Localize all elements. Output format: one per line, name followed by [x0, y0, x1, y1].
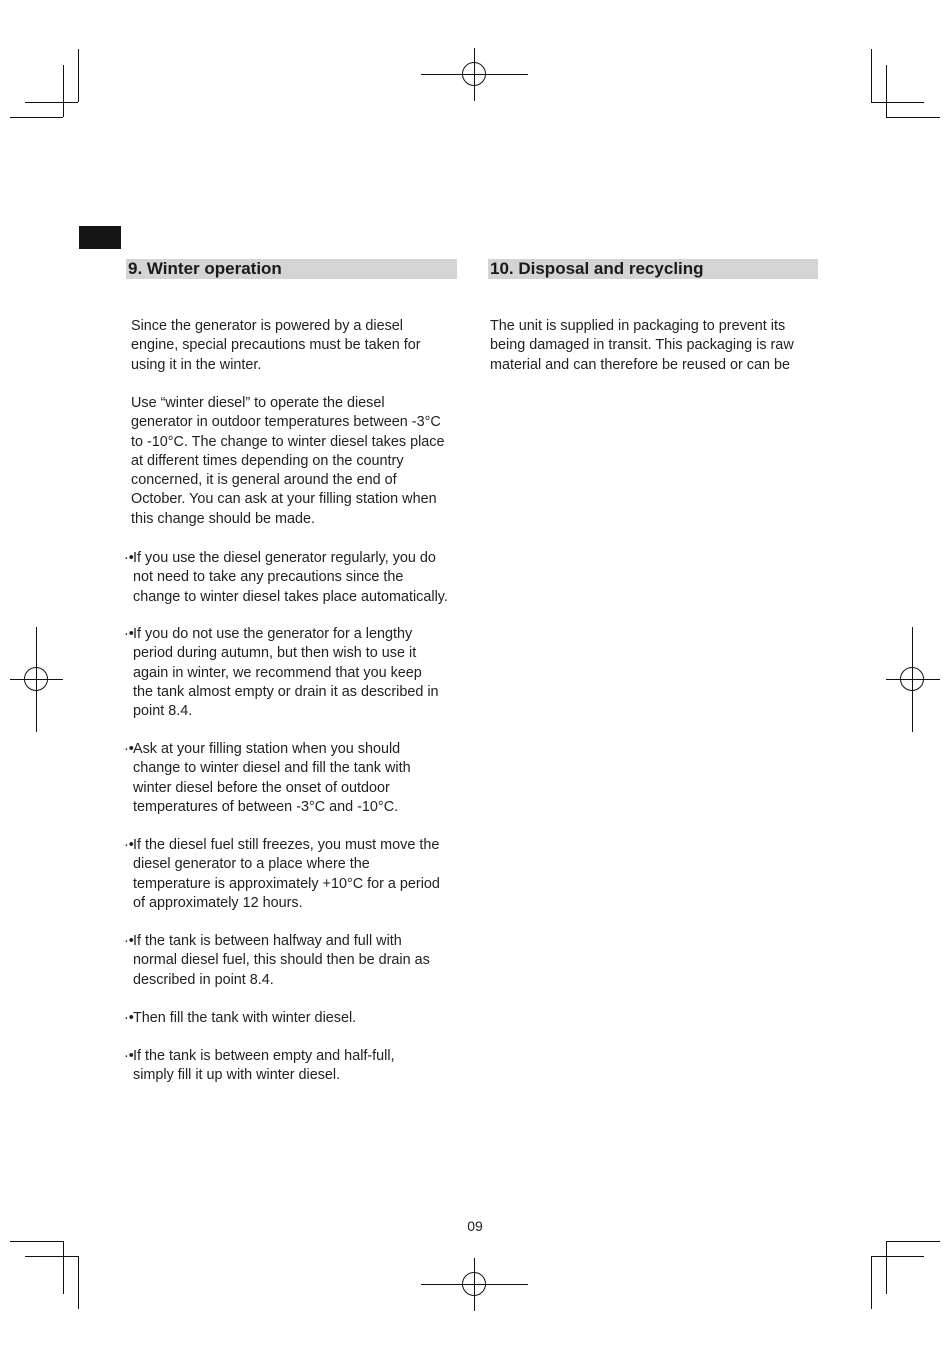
bullet-icon: ·•: [124, 837, 134, 853]
registration-target-icon: [462, 62, 486, 86]
registration-target-icon: [462, 1272, 486, 1296]
bullet-icon: ·•: [124, 1048, 134, 1064]
registration-target-icon: [24, 667, 48, 691]
bullet-icon: ·•: [124, 933, 134, 949]
bullet-icon: ·•: [124, 741, 134, 757]
bullet-icon: ·•: [124, 626, 134, 642]
paragraph-intro: Since the generator is powered by a diesel engine, special precautions must be taken for using it in the winter.: [131, 318, 421, 373]
bullet-icon: ·•: [124, 1010, 134, 1026]
language-tab-marker: [79, 226, 121, 249]
paragraph-winter-diesel: Use “winter diesel” to operate the diesel generator in outdoor temperatures between -3°C to -10°C. The change to winter diesel takes place at different times depending on the country concerned, it is general around the end of October. You can ask at your filling station when this change should be made.: [131, 395, 445, 527]
page-number: 09: [467, 1218, 483, 1234]
section-heading-winter-operation: 9. Winter operation: [126, 259, 457, 279]
bullet-icon: ·•: [124, 550, 134, 566]
registration-target-icon: [900, 667, 924, 691]
paragraph-packaging: The unit is supplied in packaging to prevent its being damaged in transit. This packaging is raw material and can therefore be reused or can be: [490, 318, 794, 373]
section-heading-disposal-recycling: 10. Disposal and recycling: [488, 259, 818, 279]
